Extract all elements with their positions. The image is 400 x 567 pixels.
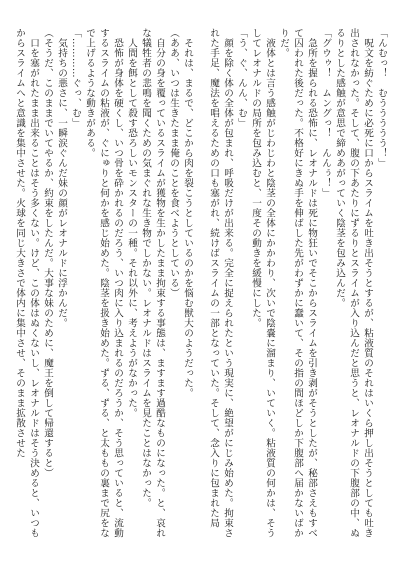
dialogue-line: 「グウゥ！ ムングっ！ んんぅ！」 bbox=[320, 28, 331, 198]
paragraph: 急所を握られる恐怖に、レオナルドは死に物狂いでそこからスライムを引き剥がそうとしたが、秘部さえもすべて囚われた後だった。不格好にきぬ手を伸ばした先がわずかに蠢いて、その指の間ほどしか下腹部へ届かないばかりだ。 bbox=[278, 28, 317, 538]
paragraph: 恐怖が身体を硬くし、いつ骨を砕かれるのだろう、いつ肉に入り込まれるのだろうか、そう思っていると、流動するスライムの粘液が、ぐにゅりと何かを感じ始めた。陰茎を扱き始めた。ずる、ずる、と太ももの裏まで尻をなで上げるような動きがある。 bbox=[84, 28, 123, 538]
dialogue-line: 「…………ぐっ、む」 bbox=[70, 28, 81, 128]
paragraph: それは、まるで、どこから肉を裂こうとしているのかを悩む獣大のようだった。 bbox=[182, 37, 193, 398]
monologue-line: （ああ、いつは生きたまま俺のことを食べようとしている） bbox=[168, 28, 179, 298]
dialogue-line: 「う、ぐ、んん、む」 bbox=[236, 28, 247, 128]
monologue-line: （そうだ、このままでいてやるか、約束をしたんだ。大事な妹のために、魔王を倒して帰還すると） bbox=[42, 28, 53, 478]
right-column bbox=[206, 28, 388, 546]
paragraph: 呪文を紡ぐために必死に口からスライムを吐き出そうとするが、粘液質のそれはいくら押し出そうとしても吐き出されなかった。そして、腹の下あたりにずるりとスライムが入り込んだと思うと、レオナルドの下腹部の中、ぬるりとした感触が意思で締めあがっていく陰茎を包み込んだ。 bbox=[334, 28, 373, 538]
paragraph: 自分の身を覆っているスライムが獲物を生かしたまま拘束する事態は、ますます過酷なものになった。と、哀れな犠牲者の悲鳴を聞くための気まぐれな生き物でしかない。レオナルドはスライムを見たことはなかった。 bbox=[140, 28, 165, 538]
dialogue-line: 「んむっ！ むううううう！」 bbox=[376, 28, 387, 168]
paragraph: 顔を除く体の全体が包まれ、呼吸だけが出来る。完全に捉えられたという現実に、絶望がにじみ始めた。拘束された手足、魔法を唱えるための口も塞がれ、続けばスライムの一部となっていた。そして、念入りに包まれた局 bbox=[208, 28, 233, 538]
paragraph: 液体とは言う感触がじわじわと陰茎の全体にかかわり、次いで陰嚢に溜まり、いていく。粘液質の何かは、そうしてレオナルドの局所を包み込むと、一度その動きを緩慢にした。 bbox=[250, 28, 275, 538]
paragraph: 気持ちの悪さに、一瞬涙ぐんだ妹の顔がレオナルドに浮かんだ。 bbox=[56, 37, 67, 328]
paragraph: 人間を餌として殺す恐ろしいモンスターの一種。それ以外に、考えようがなかった。 bbox=[126, 37, 137, 418]
paragraph: 口を塞がれたまま出来ることはそう多くない。けど、この体はぬくないし、レオナルドはそう決めると、いつもからスライムへと意識を集中させた。火球を同じ大きさで体内に集中させ、そのまま拡散させた bbox=[14, 28, 39, 538]
left-column bbox=[12, 28, 194, 546]
